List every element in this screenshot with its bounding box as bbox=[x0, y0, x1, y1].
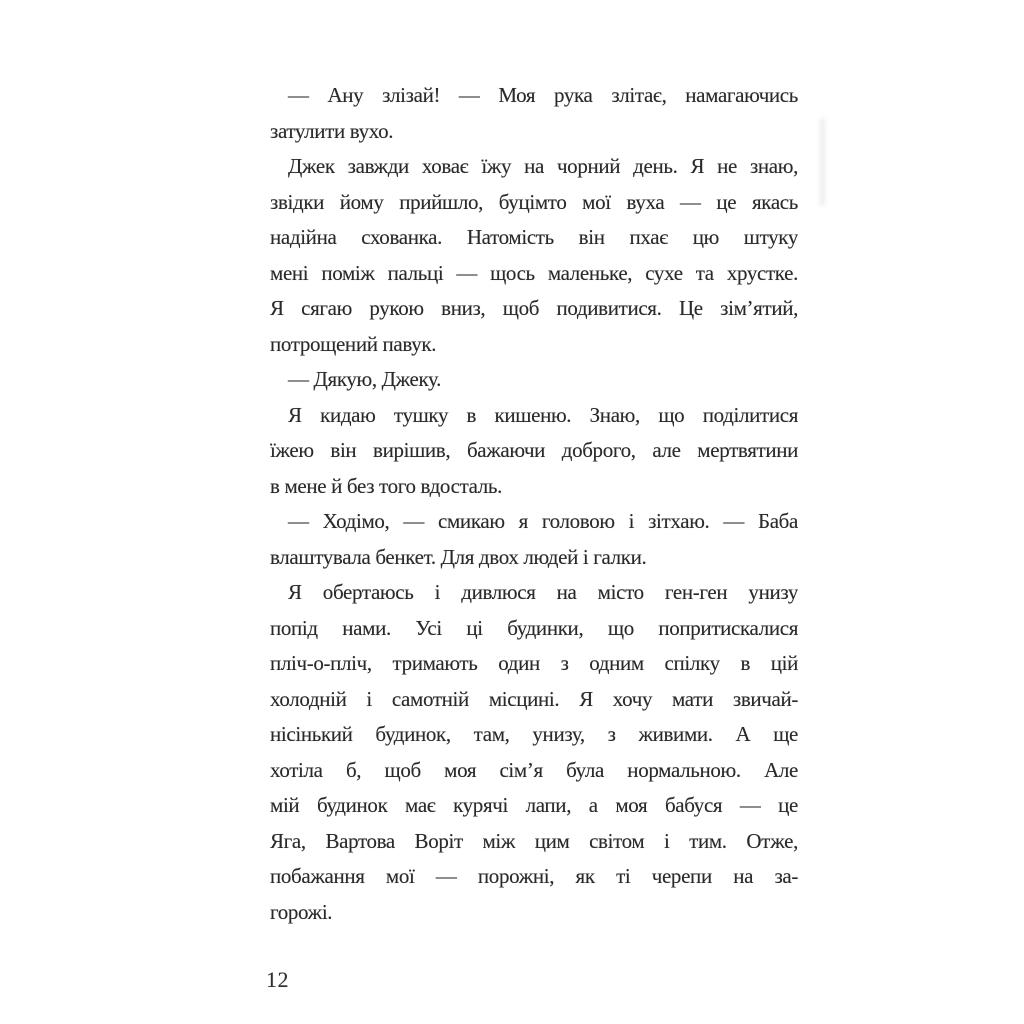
text-line: в мене й без того вдосталь. bbox=[270, 473, 503, 498]
paragraph bbox=[270, 362, 798, 398]
text-line: надійна схованка. Натомість він пхає цю штуку bbox=[270, 225, 798, 249]
paragraph bbox=[270, 78, 798, 149]
paragraph bbox=[270, 149, 798, 362]
text-line: горожі. bbox=[270, 899, 333, 924]
text-line: пліч-о-пліч, тримають один з одним спілку в цій bbox=[270, 651, 798, 675]
scan-artifact bbox=[820, 118, 825, 206]
text-line: Я обертаюсь і дивлюся на місто ген-ген унизу bbox=[288, 580, 798, 604]
text-block bbox=[270, 78, 798, 930]
paragraph bbox=[270, 398, 798, 505]
text-line: Джек завжди ховає їжу на чорний день. Я не знаю, bbox=[288, 154, 798, 178]
paragraph bbox=[270, 575, 798, 930]
text-line: Я кидаю тушку в кишеню. Знаю, що поділитися bbox=[288, 402, 798, 427]
text-line: нісінький будинок, там, унизу, з живими. А ще bbox=[270, 722, 798, 746]
text-line: затулити вухо. bbox=[270, 118, 394, 143]
text-line: хотіла б, щоб моя сім’я була нормальною. Але bbox=[270, 757, 798, 782]
text-line: — Ану злізай! — Моя рука злітає, намагаючись bbox=[288, 83, 798, 107]
text-line: мені поміж пальці — щось маленьке, сухе та хрустке. bbox=[270, 260, 798, 285]
page-number: 12 bbox=[266, 967, 289, 992]
text-line: мій будинок має курячі лапи, а моя бабуся — це bbox=[270, 793, 798, 817]
text-line: Я сягаю рукою вниз, щоб подивитися. Це зім’ятий, bbox=[270, 296, 798, 320]
text-line: Яга, Вартова Воріт між цим світом і тим. Отже, bbox=[270, 828, 798, 853]
text-line: — Дякую, Джеку. bbox=[288, 367, 442, 391]
text-line: холодній і самотній місцині. Я хочу мати звичай- bbox=[270, 686, 798, 711]
paragraph bbox=[270, 504, 798, 575]
text-line: влаштувала бенкет. Для двох людей і галки. bbox=[270, 544, 647, 569]
text-line: попід нами. Усі ці будинки, що попритискалися bbox=[270, 615, 798, 640]
text-line: побажання мої — порожні, як ті черепи на за- bbox=[270, 864, 798, 888]
text-line: звідки йому прийшло, буцімто мої вуха — це якась bbox=[270, 189, 798, 214]
text-line: — Ходімо, — смикаю я головою і зітхаю. — Баба bbox=[288, 509, 798, 533]
text-line: їжею він вирішив, бажаючи доброго, але мертвятини bbox=[270, 438, 798, 462]
text-line: потрощений павук. bbox=[270, 331, 437, 356]
